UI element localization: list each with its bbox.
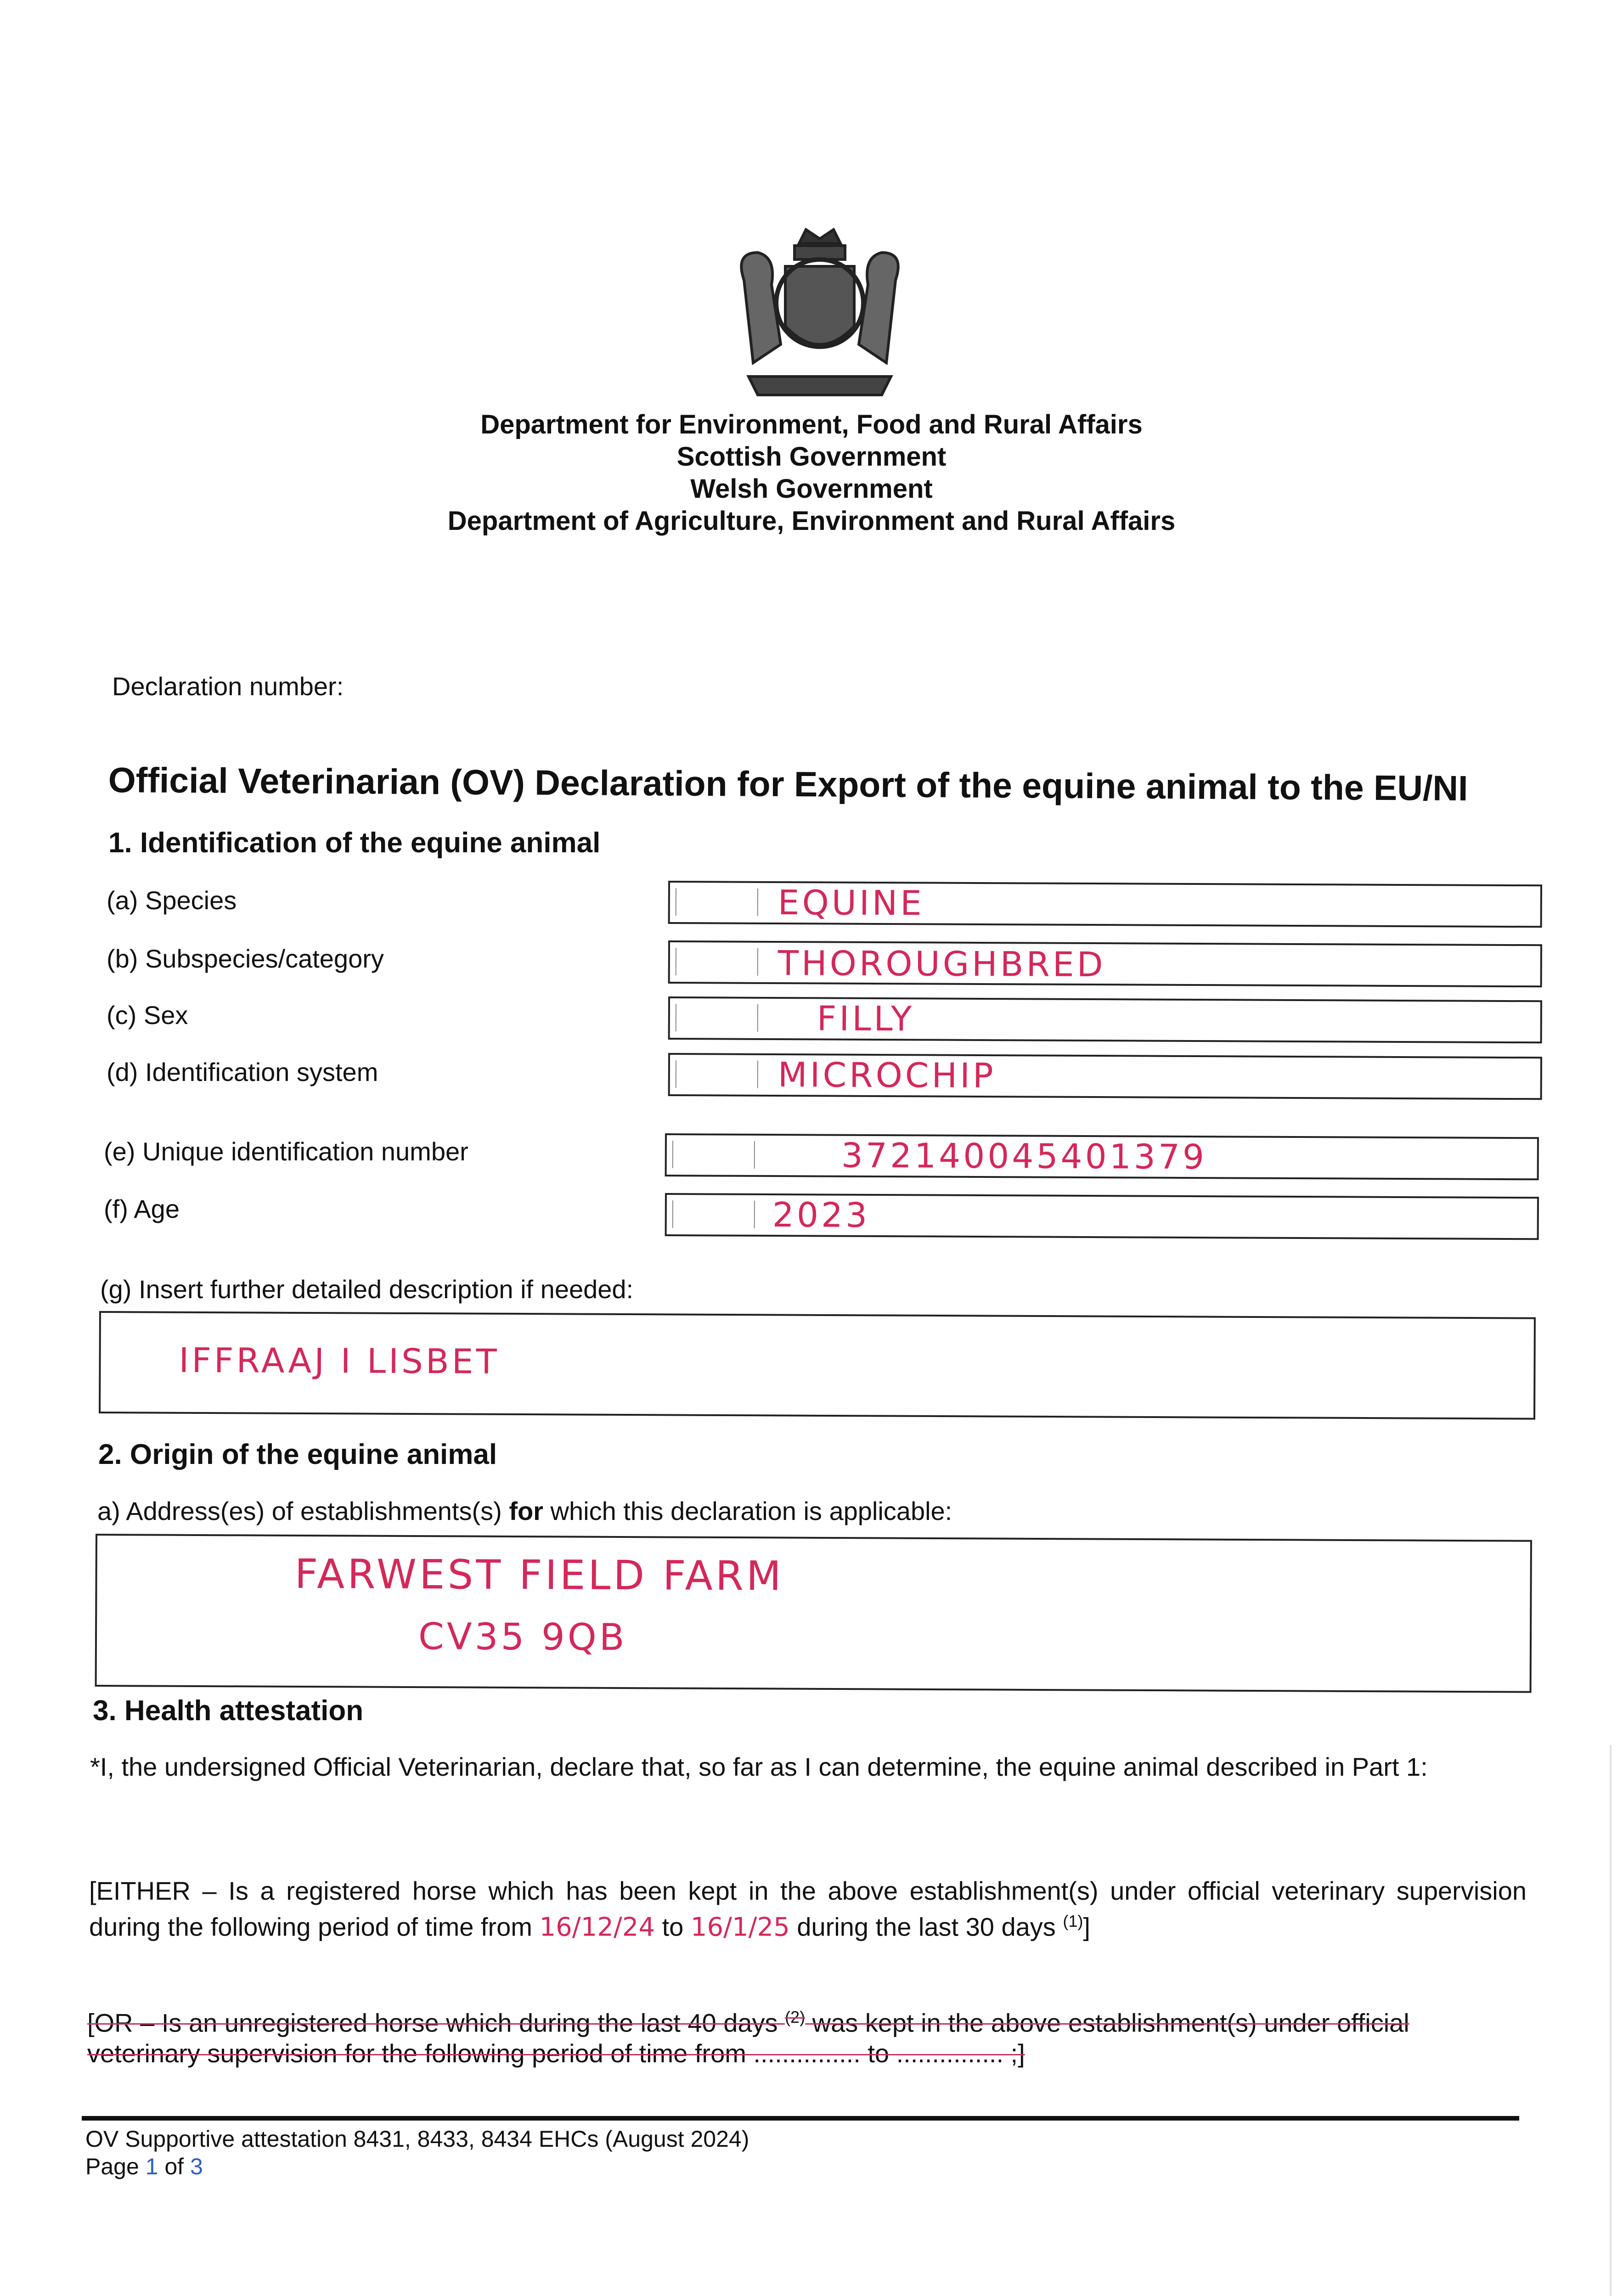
footer-page-number <box>85 2153 203 2180</box>
further-description-label: (g) Insert further detailed description if needed: <box>100 1275 634 1304</box>
further-description-value: IFFRAAJ I LISBET <box>179 1340 500 1382</box>
age-field[interactable] <box>665 1193 1539 1240</box>
address-label-post: which this declaration is applicable: <box>543 1497 952 1525</box>
identification-system-field[interactable] <box>668 1053 1542 1100</box>
sex-value: FILLY <box>817 999 915 1039</box>
section-3-heading: 3. Health attestation <box>93 1695 364 1727</box>
subspecies-label: (b) Subspecies/category <box>107 944 384 973</box>
address-line-1: FARWEST FIELD FARM <box>294 1550 784 1600</box>
address-label-bold: for <box>509 1497 543 1525</box>
either-text-3: during the last 30 days <box>789 1912 1063 1941</box>
either-end: ] <box>1083 1912 1090 1941</box>
either-text-2: to <box>655 1912 691 1941</box>
header-scottish-government: Scottish Government <box>676 442 947 472</box>
header-defra: Department for Environment, Food and Rural Affairs <box>480 410 1143 439</box>
or-clause <box>87 2002 1529 2069</box>
address-label <box>97 1496 952 1526</box>
species-field[interactable] <box>668 881 1542 928</box>
or-text-2: was kept in the above establishment(s) under official veterinary supervision for the following period of time from ............... to ............... ;] <box>87 2008 1409 2068</box>
either-text-1: [EITHER – Is a registered horse which has been kept in the above establishment(s) under official veterinary supervision during the following period of time from <box>89 1876 1527 1941</box>
species-label: (a) Species <box>107 886 237 915</box>
or-text-1: [OR – Is an unregistered horse which during the last 40 days <box>87 2008 785 2037</box>
scan-edge <box>1610 1745 1612 2296</box>
address-field[interactable] <box>95 1534 1532 1693</box>
address-line-2: CV35 9QB <box>418 1615 627 1659</box>
identification-system-value: MICROCHIP <box>778 1055 996 1096</box>
footer-rule <box>82 2116 1519 2121</box>
sex-label: (c) Sex <box>107 1001 188 1030</box>
section-1-heading: 1. Identification of the equine animal <box>108 827 601 859</box>
address-label-pre: a) Address(es) of establishments(s) <box>97 1497 509 1525</box>
royal-coat-of-arms-crest <box>716 225 923 409</box>
header-welsh-government: Welsh Government <box>690 474 933 504</box>
page-word: Page <box>85 2154 146 2179</box>
either-to-date: 16/1/25 <box>690 1912 790 1942</box>
identification-system-label: (d) Identification system <box>107 1058 378 1086</box>
either-footnote-marker: (1) <box>1063 1912 1083 1930</box>
footer-attestation: OV Supportive attestation 8431, 8433, 8434 EHCs (August 2024) <box>85 2126 750 2152</box>
sex-field[interactable] <box>668 996 1542 1043</box>
health-attestation-intro: *I, the undersigned Official Veterinarian, declare that, so far as I can determine, the equine animal described in Part 1: <box>90 1752 1428 1781</box>
page-current: 1 <box>145 2154 158 2179</box>
header-daera: Department of Agriculture, Environment and Rural Affairs <box>447 506 1176 536</box>
page-total: 3 <box>190 2154 203 2179</box>
age-value: 2023 <box>772 1195 870 1235</box>
declaration-number-label: Declaration number: <box>112 672 344 701</box>
document-title: Official Veterinarian (OV) Declaration for Export of the equine animal to the EU/NI <box>108 760 1468 809</box>
either-from-date: 16/12/24 <box>539 1912 655 1942</box>
age-label: (f) Age <box>104 1194 180 1223</box>
unique-id-field[interactable] <box>665 1133 1539 1180</box>
further-description-field[interactable] <box>99 1311 1536 1420</box>
either-clause <box>89 1876 1527 1943</box>
or-footnote-marker: (2) <box>785 2008 806 2026</box>
page-of-word: of <box>158 2154 190 2179</box>
unique-id-value: 372140045401379 <box>841 1136 1207 1177</box>
section-2-heading: 2. Origin of the equine animal <box>98 1439 497 1470</box>
subspecies-value: THOROUGHBRED <box>778 944 1106 985</box>
species-value: EQUINE <box>778 883 925 923</box>
subspecies-field[interactable] <box>668 940 1542 987</box>
unique-id-label: (e) Unique identification number <box>104 1137 468 1166</box>
